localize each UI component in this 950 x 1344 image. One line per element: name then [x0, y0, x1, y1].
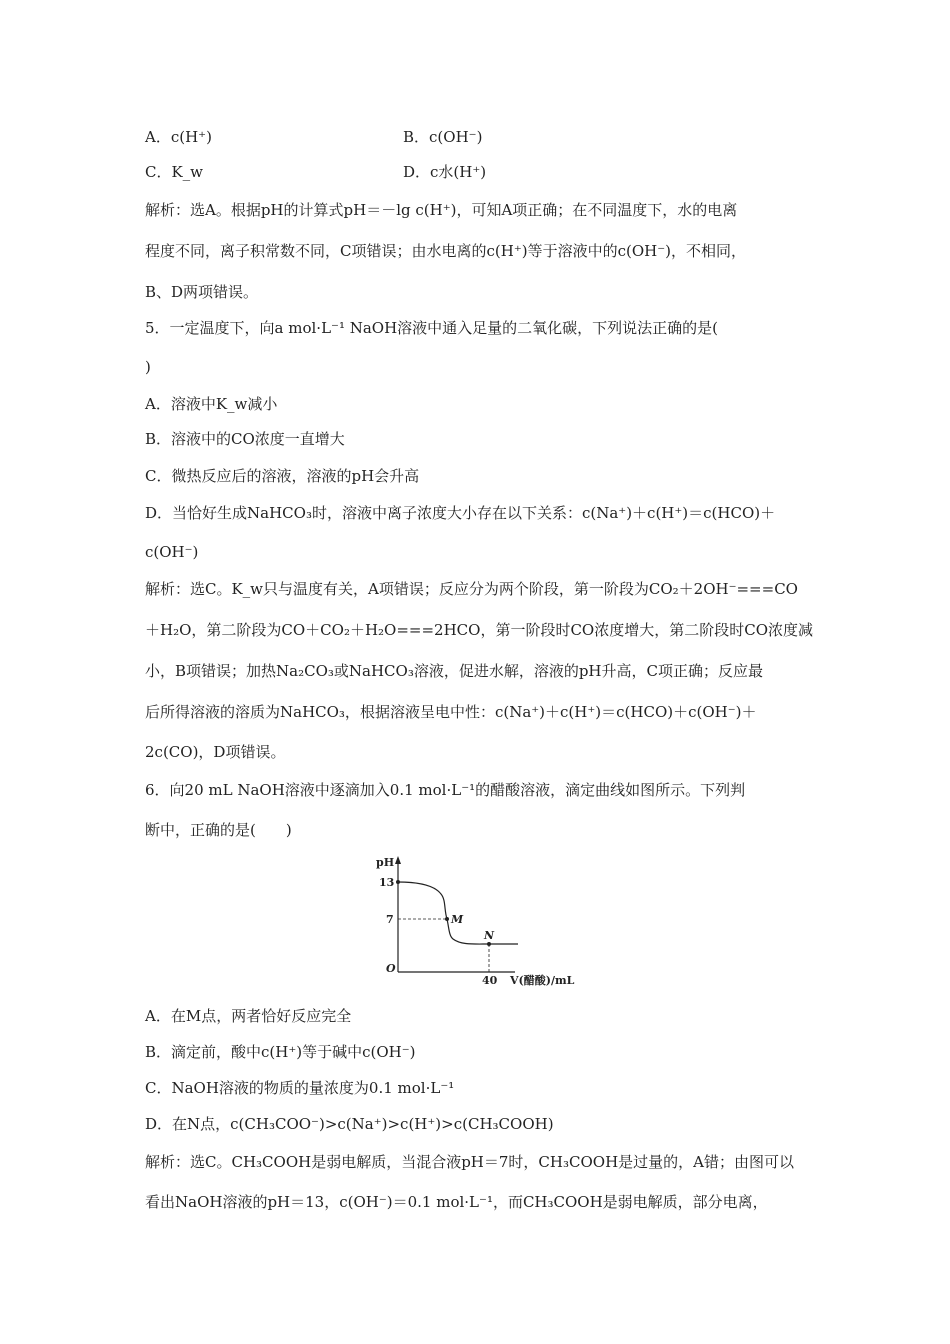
q5-analysis-line: 后所得溶液的溶质为NaHCO₃，根据溶液呈电中性：c(Na⁺)＋c(H⁺)＝c(HCO)＋c(OH⁻)＋: [145, 703, 757, 721]
tick-40: 40: [482, 974, 498, 987]
q6-option-d: D．在N点，c(CH₃COO⁻)>c(Na⁺)>c(H⁺)>c(CH₃COOH): [145, 1115, 554, 1133]
q6-analysis-line: 看出NaOH溶液的pH＝13，c(OH⁻)＝0.1 mol·L⁻¹，而CH₃COOH是弱电解质，部分电离，: [145, 1193, 768, 1211]
titration-curve-svg: [365, 848, 585, 988]
label-n: N: [484, 929, 495, 942]
q4-analysis-line: 程度不同，离子积常数不同，C项错误；由水电离的c(H⁺)等于溶液中的c(OH⁻)，不相同，: [145, 242, 746, 260]
q6-option-a: A．在M点，两者恰好反应完全: [145, 1007, 352, 1025]
q5-option-b: B．溶液中的CO浓度一直增大: [145, 430, 345, 448]
q5-option-c: C．微热反应后的溶液，溶液的pH会升高: [145, 467, 420, 485]
q4-option-c: C．K_w: [145, 163, 204, 181]
q6-analysis-line: 解析：选C。CH₃COOH是弱电解质，当混合液pH＝7时，CH₃COOH是过量的，A错；由图可以: [145, 1153, 794, 1171]
q5-analysis-line: 小，B项错误；加热Na₂CO₃或NaHCO₃溶液，促进水解，溶液的pH升高，C项正确；反应最: [145, 662, 763, 680]
q5-stem-line: 5．一定温度下，向a mol·L⁻¹ NaOH溶液中通入足量的二氧化碳，下列说法正确的是(: [145, 319, 719, 337]
origin-label: O: [386, 962, 396, 975]
point-m: [445, 917, 449, 921]
x-axis-label: V(醋酸)/mL: [510, 974, 575, 987]
q5-option-d: D．当恰好生成NaHCO₃时，溶液中离子浓度大小存在以下关系：c(Na⁺)＋c(H⁺)＝c(HCO)＋: [145, 504, 776, 522]
q4-option-d: D．c水(H⁺): [403, 163, 487, 181]
start-point: [396, 880, 400, 884]
q6-stem-line: 6．向20 mL NaOH溶液中逐滴加入0.1 mol·L⁻¹的醋酸溶液，滴定曲线如图所示。下列判: [145, 781, 746, 799]
point-n: [487, 942, 491, 946]
q5-option-d-cont: c(OH⁻): [145, 543, 199, 561]
label-m: M: [451, 913, 464, 926]
q5-analysis-line: 2c(CO)，D项错误。: [145, 743, 286, 761]
q5-stem-line: ): [145, 358, 151, 376]
q4-analysis-line: B、D两项错误。: [145, 283, 259, 301]
q5-analysis-line: 解析：选C。K_w只与温度有关，A项错误；反应分为两个阶段，第一阶段为CO₂＋2OH⁻===CO: [145, 580, 798, 598]
tick-7: 7: [386, 913, 394, 926]
q6-option-c: C．NaOH溶液的物质的量浓度为0.1 mol·L⁻¹: [145, 1079, 455, 1097]
q4-option-a: A．c(H⁺): [145, 128, 212, 146]
y-axis-label: pH: [376, 856, 395, 869]
tick-13: 13: [379, 876, 395, 889]
q6-stem-line: 断中，正确的是( ): [145, 821, 292, 839]
q5-analysis-line: ＋H₂O，第二阶段为CO＋CO₂＋H₂O===2HCO，第一阶段时CO浓度增大，第二阶段时CO浓度减: [145, 621, 814, 639]
titration-curve-figure: [365, 848, 585, 988]
q4-analysis-line: 解析：选A。根据pH的计算式pH＝－lg c(H⁺)，可知A项正确；在不同温度下，水的电离: [145, 201, 738, 219]
q4-option-b: B．c(OH⁻): [403, 128, 483, 146]
q5-option-a: A．溶液中K_w减小: [145, 395, 278, 413]
q6-option-b: B．滴定前，酸中c(H⁺)等于碱中c(OH⁻): [145, 1043, 416, 1061]
y-axis-arrow-icon: [395, 856, 401, 864]
